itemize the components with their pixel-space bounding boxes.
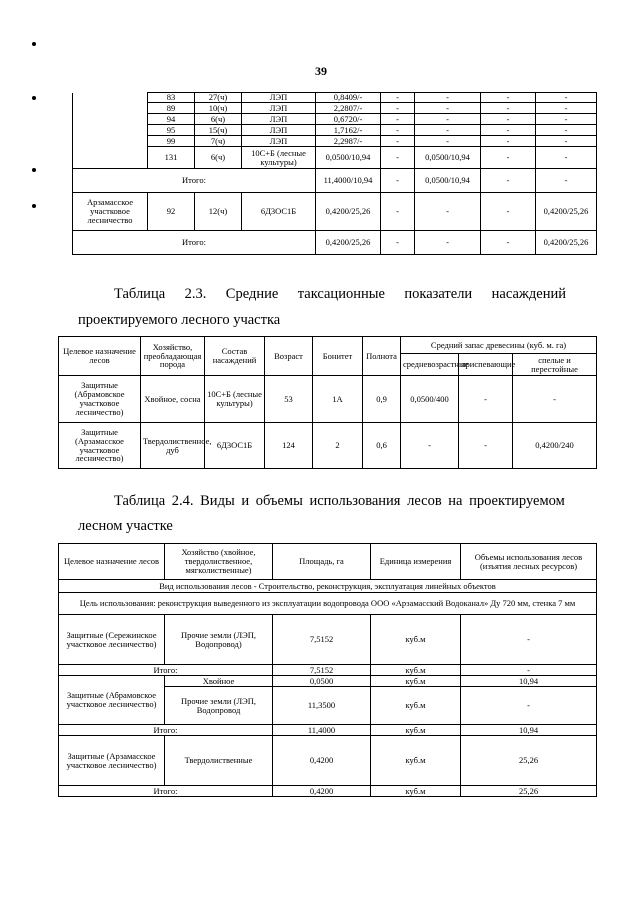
value-cell: - xyxy=(536,125,597,136)
unit-cell: куб.м xyxy=(371,736,461,786)
total-volume: 11,4000/10,94 xyxy=(316,169,381,193)
value-cell: - xyxy=(381,125,415,136)
unit-cell: куб.м xyxy=(371,725,461,736)
value-cell: - xyxy=(381,93,415,103)
value-cell: - xyxy=(381,193,415,231)
margin-mark xyxy=(32,204,36,208)
value-cell: - xyxy=(481,114,536,125)
usage-goal: Цель использования: реконструкция выведенного из эксплуатации водопровода ООО «Арзамасский Водоканал» Ду 720 мм, стенка 7 мм xyxy=(59,593,597,615)
area-cell: 0,4200 xyxy=(273,786,371,797)
farm-cell: Хвойное, сосна xyxy=(141,376,205,423)
unit-cell: куб.м xyxy=(371,676,461,687)
value-cell: - xyxy=(415,136,481,147)
value-cell: - xyxy=(481,169,536,193)
ripening-cell: - xyxy=(459,376,513,423)
value-cell: - xyxy=(481,193,536,231)
total-label: Итого: xyxy=(73,231,316,255)
unit-cell: куб.м xyxy=(371,687,461,725)
breed-cell: 6Д3ОС1Б xyxy=(242,193,316,231)
farm-cell: Прочие земли (ЛЭП, Водопровод) xyxy=(165,615,273,665)
volume-cell: 0,8409/- xyxy=(316,93,381,103)
table-2-3-heading xyxy=(114,287,566,302)
value-cell: - xyxy=(536,136,597,147)
value-cell: - xyxy=(415,125,481,136)
bonitet-cell: 1А xyxy=(313,376,363,423)
value-cell: - xyxy=(415,103,481,114)
area-cell: 7,5152 xyxy=(273,665,371,676)
composition-cell: 6Д3ОС1Б xyxy=(205,423,265,469)
header-mid-age: средневозрастные xyxy=(401,354,459,376)
quarter-cell: 83 xyxy=(148,93,195,103)
usage-kind: Вид использования лесов - Строительство, реконструкция, эксплуатация линейных объектов xyxy=(59,580,597,593)
value-cell: - xyxy=(381,136,415,147)
plot-cell: 6(ч) xyxy=(195,147,242,169)
value-cell: - xyxy=(381,231,415,255)
volume-cell: 2,2807/- xyxy=(316,103,381,114)
header-age: Возраст xyxy=(265,337,313,376)
table-2-4 xyxy=(58,543,597,797)
page-number: 39 xyxy=(315,64,327,78)
area-cell: 11,4000 xyxy=(273,725,371,736)
breed-cell: ЛЭП xyxy=(242,103,316,114)
heading-word: показатели xyxy=(404,286,473,302)
mid-age-cell: 0,0500/400 xyxy=(401,376,459,423)
value-cell: - xyxy=(481,147,536,169)
table-2-4-heading: Таблица 2.4. Виды и объемы использования лесов на проектируемом xyxy=(114,493,565,509)
unit-cell: куб.м xyxy=(371,786,461,797)
purpose-cell: Защитные (Сережинское участковое лесничество) xyxy=(59,615,165,665)
quarter-cell: 131 xyxy=(148,147,195,169)
plot-cell: 6(ч) xyxy=(195,114,242,125)
header-unit: Единица измерения xyxy=(371,544,461,580)
table-2-4-heading-line2: лесном участке xyxy=(78,518,173,534)
plot-cell: 15(ч) xyxy=(195,125,242,136)
volume-cell: 10,94 xyxy=(461,676,597,687)
total-label: Итого: xyxy=(59,786,273,797)
farm-cell: Хвойное xyxy=(165,676,273,687)
header-volume: Объемы использования лесов (изъятия лесных ресурсов) xyxy=(461,544,597,580)
ripening-cell: - xyxy=(459,423,513,469)
value-cell: - xyxy=(536,147,597,169)
age-cell: 53 xyxy=(265,376,313,423)
empty-cell xyxy=(73,93,148,169)
heading-word: Таблица xyxy=(114,286,166,302)
table-2-3 xyxy=(58,336,597,469)
value-cell: - xyxy=(536,114,597,125)
heading-word: насаждений xyxy=(491,286,566,302)
volume-cell: - xyxy=(461,687,597,725)
total-label: Итого: xyxy=(59,665,273,676)
plot-cell: 12(ч) xyxy=(195,193,242,231)
quarter-cell: 89 xyxy=(148,103,195,114)
farm-cell: Твердолиственные xyxy=(165,736,273,786)
value-cell: - xyxy=(381,103,415,114)
mature-cell: 0,4200/240 xyxy=(513,423,597,469)
quarter-cell: 92 xyxy=(148,193,195,231)
quarter-cell: 95 xyxy=(148,125,195,136)
value-cell: - xyxy=(536,103,597,114)
purpose-cell: Защитные (Арзамасское участковое лесничество) xyxy=(59,423,141,469)
farm-cell: Прочие земли (ЛЭП, Водопровод xyxy=(165,687,273,725)
header-mature: спелые и перестойные xyxy=(513,354,597,376)
forestry-cell: Арзамасское участковое лесничество xyxy=(73,193,148,231)
value-cell: - xyxy=(481,231,536,255)
value-cell: - xyxy=(381,114,415,125)
area-cell: 0,0500 xyxy=(273,676,371,687)
composition-cell: 10С+Б (лесные культуры) xyxy=(205,376,265,423)
volume-cell: 0,6720/- xyxy=(316,114,381,125)
quarter-cell: 99 xyxy=(148,136,195,147)
quarter-cell: 94 xyxy=(148,114,195,125)
density-cell: 0,6 xyxy=(363,423,401,469)
unit-cell: куб.м xyxy=(371,615,461,665)
header-farm: Хозяйство (хвойное, твердолиственное, мягколиственные) xyxy=(165,544,273,580)
purpose-cell: Защитные (Абрамовское участковое лесничество) xyxy=(59,376,141,423)
breed-cell: 10С+Б (лесные культуры) xyxy=(242,147,316,169)
value-cell: - xyxy=(381,147,415,169)
margin-mark xyxy=(32,168,36,172)
unit-cell: куб.м xyxy=(371,665,461,676)
header-bonitet: Бонитет xyxy=(313,337,363,376)
area-cell: 0,4200 xyxy=(273,736,371,786)
volume-cell: 25,26 xyxy=(461,736,597,786)
area-cell: 11,3500 xyxy=(273,687,371,725)
margin-mark xyxy=(32,42,36,46)
value-cell: - xyxy=(481,136,536,147)
header-farm: Хозяйство, преобладающая порода xyxy=(141,337,205,376)
volume-cell: 1,7162/- xyxy=(316,125,381,136)
margin-mark xyxy=(32,96,36,100)
total-volume: 0,4200/25,26 xyxy=(316,231,381,255)
value-cell: - xyxy=(481,103,536,114)
age-cell: 124 xyxy=(265,423,313,469)
value-cell: 0,4200/25,26 xyxy=(536,193,597,231)
breed-cell: ЛЭП xyxy=(242,125,316,136)
plot-cell: 10(ч) xyxy=(195,103,242,114)
volume-cell: 10,94 xyxy=(461,725,597,736)
breed-cell: ЛЭП xyxy=(242,114,316,125)
bonitet-cell: 2 xyxy=(313,423,363,469)
plot-cell: 27(ч) xyxy=(195,93,242,103)
header-area: Площадь, га xyxy=(273,544,371,580)
density-cell: 0,9 xyxy=(363,376,401,423)
heading-word: таксационные xyxy=(297,286,385,302)
farm-cell: Твердолиственное, дуб xyxy=(141,423,205,469)
volume-cell: 0,4200/25,26 xyxy=(316,193,381,231)
value-cell: - xyxy=(481,125,536,136)
plot-cell: 7(ч) xyxy=(195,136,242,147)
heading-word: 2.3. xyxy=(184,286,207,302)
value-cell: 0,0500/10,94 xyxy=(415,147,481,169)
total-label: Итого: xyxy=(59,725,273,736)
header-density: Полнота xyxy=(363,337,401,376)
header-purpose: Целевое назначение лесов xyxy=(59,544,165,580)
value-cell: - xyxy=(415,193,481,231)
header-ripening: приспевающие xyxy=(459,354,513,376)
value-cell: - xyxy=(381,169,415,193)
volume-cell: 0,0500/10,94 xyxy=(316,147,381,169)
purpose-cell: Защитные (Арзамасское участковое лесничество) xyxy=(59,736,165,786)
value-cell: - xyxy=(415,114,481,125)
volume-cell: 25,26 xyxy=(461,786,597,797)
header-composition: Состав насаждений xyxy=(205,337,265,376)
total-label: Итого: xyxy=(73,169,316,193)
value-cell: - xyxy=(481,93,536,103)
table-continuation xyxy=(72,92,597,255)
breed-cell: ЛЭП xyxy=(242,136,316,147)
area-cell: 7,5152 xyxy=(273,615,371,665)
mature-cell: - xyxy=(513,376,597,423)
value-cell: 0,4200/25,26 xyxy=(536,231,597,255)
breed-cell: ЛЭП xyxy=(242,93,316,103)
header-stock: Средний запас древесины (куб. м. га) xyxy=(401,337,597,354)
value-cell: - xyxy=(415,231,481,255)
volume-cell: - xyxy=(461,615,597,665)
value-cell: - xyxy=(536,169,597,193)
volume-cell: 2,2987/- xyxy=(316,136,381,147)
table-2-3-heading-line2: проектируемого лесного участка xyxy=(78,312,281,328)
volume-cell: - xyxy=(461,665,597,676)
value-cell: 0,0500/10,94 xyxy=(415,169,481,193)
mid-age-cell: - xyxy=(401,423,459,469)
heading-word: Средние xyxy=(225,286,279,302)
purpose-cell: Защитные (Абрамовское участковое лесничество) xyxy=(59,676,165,725)
value-cell: - xyxy=(415,93,481,103)
header-purpose: Целевое назначение лесов xyxy=(59,337,141,376)
value-cell: - xyxy=(536,93,597,103)
